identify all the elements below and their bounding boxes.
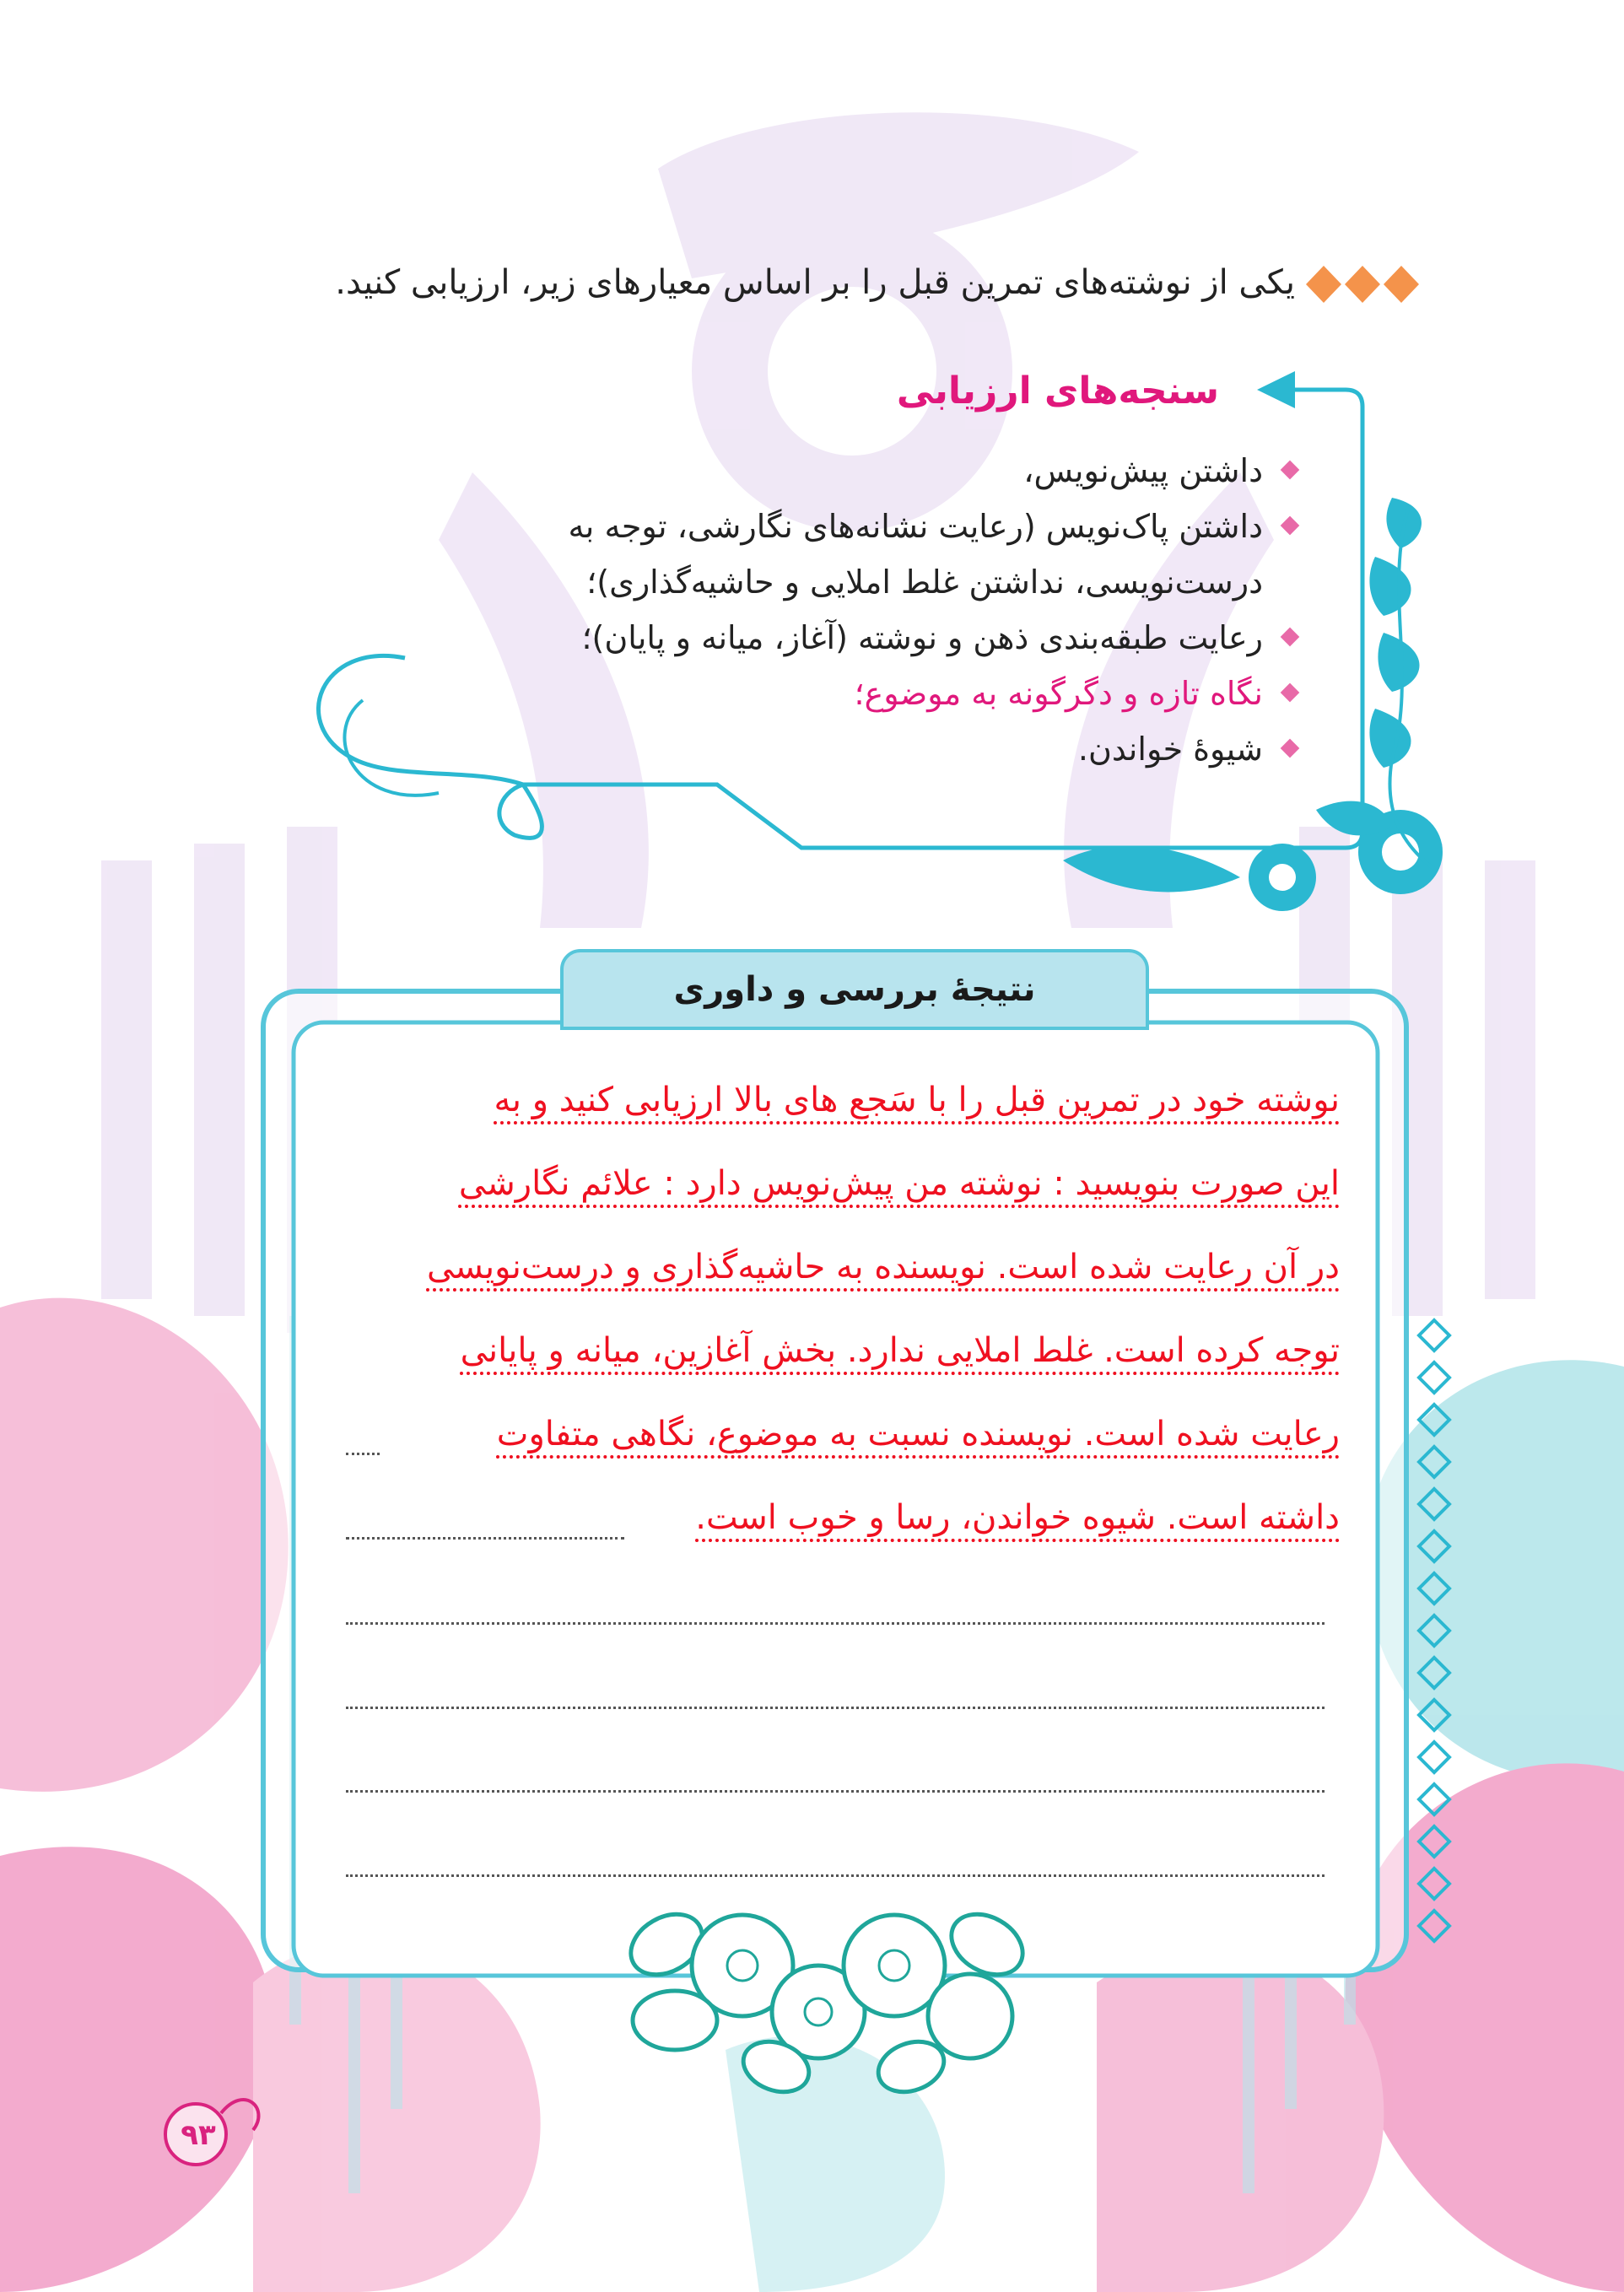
criteria-list [487, 443, 1297, 777]
diamond-chain-icon [1419, 1320, 1449, 1941]
instruction-bullets-icon [1305, 263, 1423, 305]
answer-line: توجه کرده است. غلط املایی ندارد. بخش آغازین، میانه و پایانی [460, 1331, 1340, 1370]
answer-line: در آن رعایت شده است. نویسنده به حاشیه‌گذاری و درست‌نویسی [426, 1248, 1340, 1286]
instruction-text: یکی از نوشته‌های تمرین قبل را بر اساس معیارهای زیر، ارزیابی کنید. [335, 263, 1295, 302]
writing-line [346, 1537, 624, 1540]
writing-line [346, 1874, 1325, 1877]
page-number: ۹۳ [181, 2118, 216, 2152]
writing-line [346, 1453, 380, 1455]
bullet-diamond-icon [1281, 628, 1300, 647]
answer-line: داشته است. شیوه خواندن، رسا و خوب است. [695, 1498, 1340, 1537]
bullet-diamond-icon [1281, 516, 1300, 536]
result-answer-text [319, 1059, 1340, 1560]
writing-line [346, 1790, 1325, 1793]
criteria-item: رعایت طبقه‌بندی ذهن و نوشته (آغاز، میانه و پایان)؛ [487, 610, 1297, 666]
bullet-diamond-icon [1281, 461, 1300, 480]
criteria-title: سنجه‌های ارزیابی [896, 369, 1219, 413]
criteria-item-continuation: درست‌نویسی، نداشتن غلط املایی و حاشیه‌گذاری)؛ [586, 564, 1263, 601]
criteria-item: داشتن پیش‌نویس، [487, 443, 1297, 499]
bullet-diamond-icon [1281, 683, 1300, 703]
result-panel-title: نتیجهٔ بررسی و داوری [560, 949, 1149, 1030]
criteria-item: داشتن پاک‌نویس (رعایت نشانه‌های نگارشی، توجه به [487, 499, 1297, 554]
answer-line: رعایت شده است. نویسنده نسبت به موضوع، نگاهی متفاوت [496, 1415, 1340, 1453]
criteria-item: نگاه تازه و دگرگونه به موضوع؛ [487, 666, 1297, 721]
writing-line [346, 1622, 1325, 1625]
writing-line [346, 1707, 1325, 1709]
criteria-item: شیوهٔ خواندن. [487, 721, 1297, 777]
bullet-diamond-icon [1281, 739, 1300, 758]
answer-line: نوشته خود در تمرین قبل را با سَجع های بالا ارزیابی کنید و به [494, 1081, 1340, 1119]
answer-line: این صورت بنویسید : نوشته من پیش‌نویس دارد : علائم نگارشی [458, 1164, 1340, 1203]
